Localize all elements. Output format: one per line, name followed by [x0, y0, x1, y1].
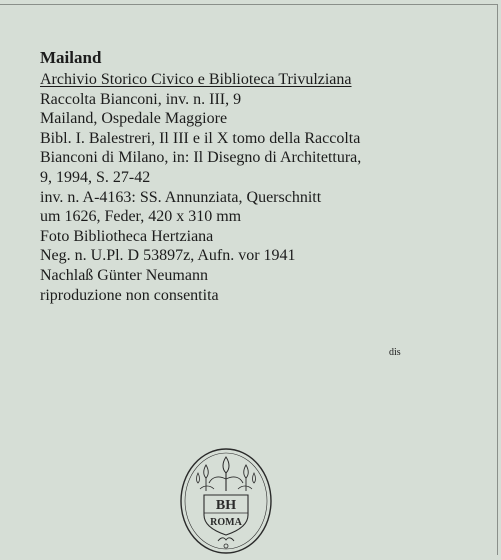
repository-link[interactable]: Archivio Storico Civico e Biblioteca Trivulziana — [40, 71, 352, 88]
record-line-9: Neg. n. U.Pl. D 53897z, Aufn. vor 1941 — [40, 247, 296, 265]
record-line-11: riproduzione non consentita — [40, 286, 219, 304]
frame-top-line — [0, 4, 497, 5]
record-title: Mailand — [40, 48, 102, 67]
record-line-6: inv. n. A-4163: SS. Annunziata, Querschnitt — [40, 188, 322, 206]
dis-tag: dis — [389, 347, 401, 358]
svg-text:BH: BH — [215, 498, 237, 513]
record-line-7: um 1626, Feder, 420 x 310 mm — [40, 208, 242, 226]
record-line-2: Mailand, Ospedale Maggiore — [40, 110, 228, 128]
record-line-8: Foto Bibliotheca Hertziana — [40, 227, 214, 245]
svg-text:ROMA: ROMA — [210, 517, 242, 528]
record-line-4: Bianconi di Milano, in: Il Disegno di Architettura, — [40, 149, 362, 167]
record-line-3: Bibl. I. Balestreri, Il III e il X tomo della Raccolta — [40, 129, 361, 147]
record-line-1: Raccolta Bianconi, inv. n. III, 9 — [40, 90, 242, 108]
catalog-card — [40, 48, 460, 305]
lily-seal-icon — [176, 443, 276, 555]
record-line-5: 9, 1994, S. 27-42 — [40, 168, 151, 186]
frame-right-line — [497, 4, 498, 555]
record-line-10: Nachlaß Günter Neumann — [40, 266, 208, 284]
